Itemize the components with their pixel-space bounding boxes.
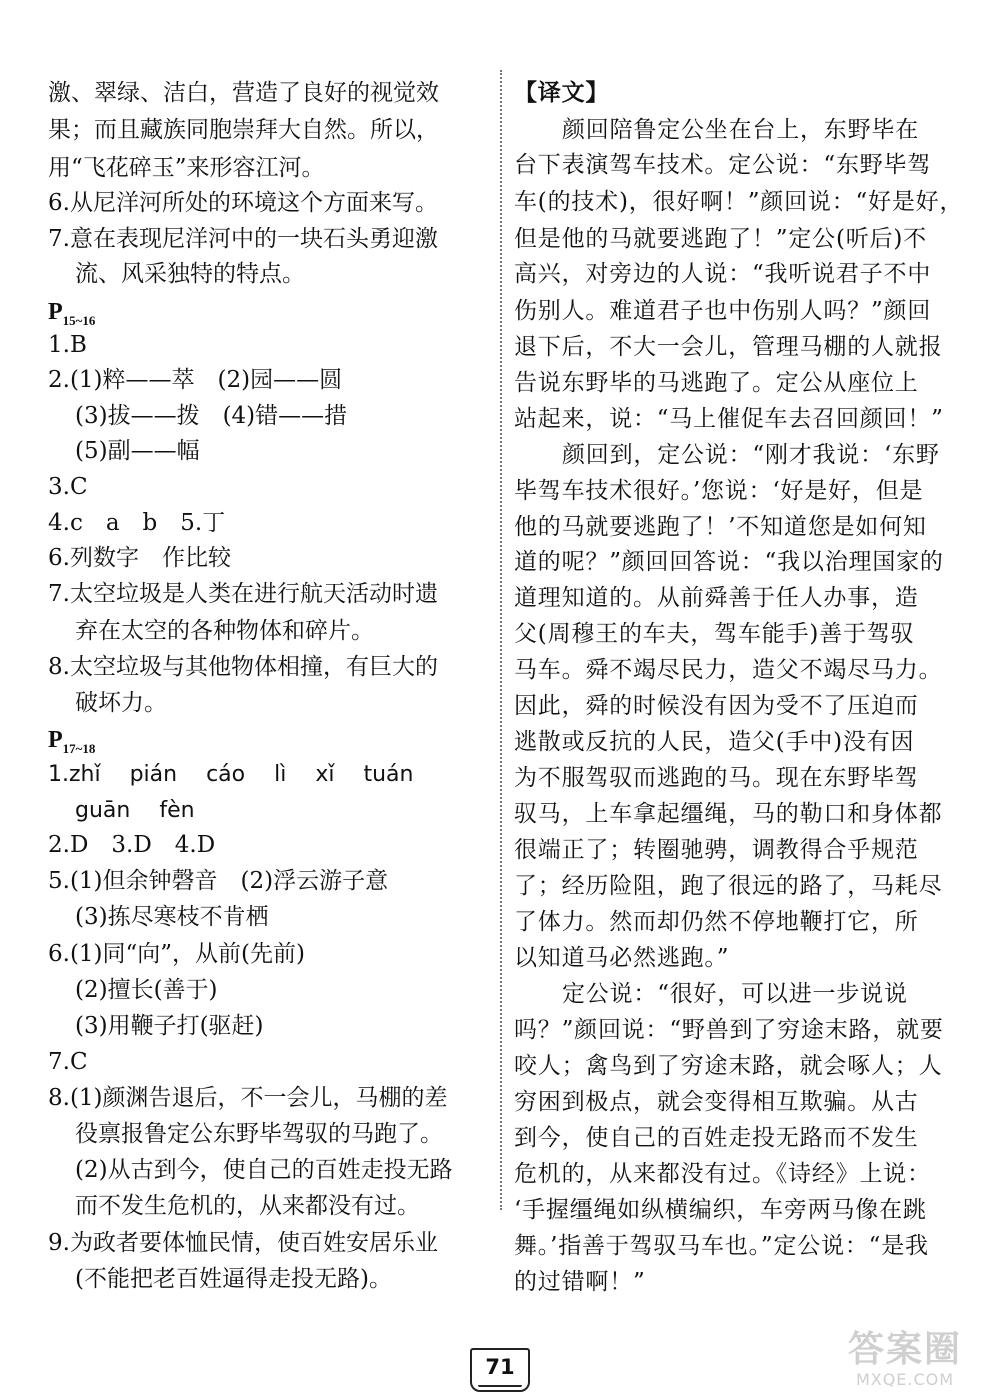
- watermark-text: 答案圈: [847, 1329, 962, 1370]
- answer-line: 役禀报鲁定公东野毕驾驭的马跑了。: [75, 1121, 443, 1147]
- translation-line: 毕驾车技术很好。’您说：‘好是好，但是: [514, 478, 924, 504]
- page-number: 71: [470, 1348, 530, 1392]
- translation-line: 马车。舜不竭尽民力，造父不竭尽马力。: [514, 657, 943, 683]
- translation-line: 了体力。然而却仍然不停地鞭打它，所: [514, 909, 919, 935]
- translation-line: 颜回陪鲁定公坐在台上，东野毕在: [562, 117, 919, 143]
- translation-line: 站起来，说：“马上催促车去召回颜回！”: [514, 406, 944, 432]
- translation-line: 危机的，从来都没有过。《诗经》上说：: [514, 1161, 931, 1187]
- translation-line: 台下表演驾车技术。定公说：“东野毕驾: [514, 152, 932, 178]
- pinyin-answer: guān fèn: [75, 798, 195, 823]
- translation-line: 逃散或反抗的人民，造父(手中)没有因: [514, 729, 915, 755]
- translation-line: 驭马，上车拿起缰绳，马的勒口和身体都: [514, 801, 943, 827]
- translation-line: 退下后，不大一会儿，管理马棚的人就报: [514, 334, 943, 360]
- translation-line: 咬人；禽鸟到了穷途末路，就会啄人；人: [514, 1053, 943, 1079]
- translation-line: ‘手握缰绳如纵横编织，车旁两马像在跳: [514, 1197, 927, 1223]
- column-divider: [500, 70, 502, 1210]
- answer-line: 流、风采独特的特点。: [75, 261, 305, 287]
- translation-line: 很端正了；转圈驰骋，调教得合乎规范: [514, 837, 919, 863]
- answer-line: 3.C: [48, 474, 88, 500]
- translation-line: 以知道马必然逃跑。”: [514, 945, 730, 971]
- answer-line: 激、翠绿、洁白，营造了良好的视觉效: [48, 80, 439, 106]
- translation-line: 道的呢？”颜回回答说：“我以治理国家的: [514, 549, 944, 575]
- translation-line: 到今，使自己的百姓走投无路而不发生: [514, 1125, 919, 1151]
- translation-line: 告说东野毕的马逃跑了。定公从座位上: [514, 370, 919, 396]
- answer-line: 6.(1)同“向”，从前(先前): [48, 941, 305, 967]
- translation-line: 了；经历险阻，跑了很远的路了，马耗尽: [514, 873, 943, 899]
- answer-line: (3)拣尽寒枝不肯栖: [75, 904, 269, 930]
- answer-line: (2)从古到今，使自己的百姓走投无路: [75, 1157, 453, 1183]
- answer-line: (3)用鞭子打(驱赶): [75, 1013, 264, 1039]
- translation-line: 父(周穆王的车夫，驾车能手)善于驾驭: [514, 621, 915, 647]
- answer-line: (2)擅长(善于): [75, 977, 218, 1003]
- answer-line: (3)拔——拨 (4)错——措: [75, 403, 348, 429]
- pinyin-answer: 1.zhǐ pián cáo lì xǐ tuán: [48, 762, 414, 787]
- translation-line: 穷困到极点，就会变得相互欺骗。从古: [514, 1089, 919, 1115]
- translation-line: 因此，舜的时候没有因为受不了压迫而: [514, 693, 919, 719]
- translation-line: 为不服驾驭而逃跑的马。现在东野毕驾: [514, 765, 919, 791]
- answer-line: (不能把老百姓逼得走投无路)。: [75, 1266, 392, 1292]
- answer-line: 8.(1)颜渊告退后，不一会儿，马棚的差: [48, 1085, 448, 1111]
- answer-line: 而不发生危机的，从来都没有过。: [75, 1193, 420, 1219]
- answer-line: 弃在太空的各种物体和碎片。: [75, 618, 374, 644]
- translation-line: 车(的技术)，很好啊！”颜回说：“好是好，: [514, 189, 964, 215]
- answer-6: 6.从尼洋河所处的环境这个方面来写。: [48, 190, 438, 216]
- translation-line: 的过错啊！”: [514, 1269, 646, 1295]
- answer-line: 1.B: [48, 332, 87, 358]
- answer-line: 果；而且藏族同胞崇拜大自然。所以，: [48, 117, 439, 143]
- section-heading-p17-18: $P_{17\sim 18}$: [48, 727, 96, 756]
- watermark-url: MXQE.COM: [855, 1370, 955, 1389]
- translation-line: 定公说：“很好，可以进一步说说: [562, 981, 908, 1007]
- translation-line: 他的马就要逃跑了！’不知道您是如何知: [514, 514, 927, 540]
- translation-line: 高兴，对旁边的人说：“我听说君子不中: [514, 261, 932, 287]
- answer-line: (5)副——幅: [75, 438, 200, 464]
- translation-line: 伤别人。难道君子也中伤别人吗？”颜回: [514, 298, 932, 324]
- answer-line: 7.太空垃圾是人类在进行航天活动时遗: [48, 581, 438, 607]
- translation-line: 道理知道的。从前舜善于任人办事，造: [514, 585, 919, 611]
- answer-line: 8.太空垃圾与其他物体相撞，有巨大的: [48, 654, 438, 680]
- answer-line: 7.C: [48, 1049, 88, 1075]
- translation-line: 舞。’指善于驾驭马车也。”定公说：“是我: [514, 1233, 929, 1259]
- answer-line: 破坏力。: [75, 690, 167, 716]
- answer-line: 5.(1)但余钟磬音 (2)浮云游子意: [48, 868, 389, 894]
- answer-line: 4.c a b 5.丁: [48, 510, 226, 536]
- answer-line: 6.列数字 作比较: [48, 545, 231, 571]
- answer-7: 7.意在表现尼洋河中的一块石头勇迎激: [48, 226, 438, 252]
- translation-line: 颜回到，定公说：“刚才我说：‘东野: [562, 442, 940, 468]
- answer-line: 2.D 3.D 4.D: [48, 832, 216, 858]
- translation-line: 但是他的马就要逃跑了！”定公(听后)不: [514, 226, 927, 252]
- translation-line: 吗？”颜回说：“野兽到了穷途末路，就要: [514, 1017, 944, 1043]
- answer-line: 2.(1)粹——萃 (2)园——圆: [48, 367, 343, 393]
- watermark-logo: [830, 1330, 980, 1392]
- answer-line: 9.为政者要体恤民情，使百姓安居乐业: [48, 1230, 438, 1256]
- translation-header: 【译文】: [514, 79, 610, 106]
- section-heading-p15-16: $P_{15\sim 16}$: [48, 299, 96, 328]
- answer-line: 用“飞花碎玉”来形容江河。: [48, 155, 325, 181]
